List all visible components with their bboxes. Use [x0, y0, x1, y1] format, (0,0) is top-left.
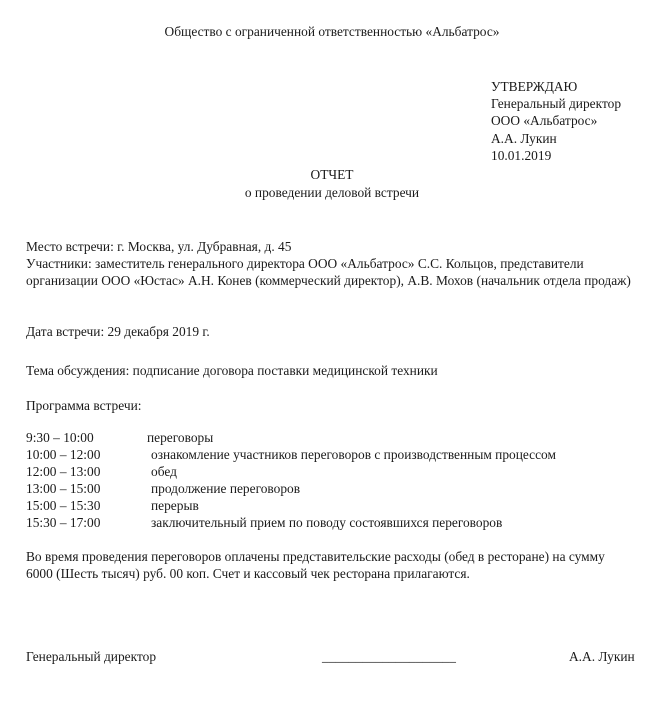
schedule-time: 12:00 – 13:00	[26, 464, 101, 479]
approval-name: А.А. Лукин	[491, 130, 557, 146]
schedule-activity: обед	[151, 464, 177, 479]
approval-heading: УТВЕРЖДАЮ	[491, 79, 578, 94]
approval-date: 10.01.2019	[491, 147, 552, 163]
schedule-activity: продолжение переговоров	[151, 481, 301, 496]
signature-name: А.А. Лукин	[569, 649, 635, 664]
schedule-time: 10:00 – 12:00	[26, 447, 101, 462]
schedule-activity: заключительный прием по поводу состоявшихся переговоров	[151, 515, 503, 530]
schedule-list	[26, 429, 646, 531]
approval-company: ООО «Альбатрос»	[491, 113, 598, 129]
schedule-row	[26, 514, 646, 531]
schedule-row	[26, 463, 646, 480]
expenses-note: Во время проведения переговоров оплачены представительские расходы (обед в ресторане) на сумму 6000 (Шесть тысяч) руб. 00 коп. Счет и кассовый чек ресторана прилагаются.	[26, 549, 605, 581]
schedule-activity: переговоры	[147, 430, 214, 445]
schedule-time: 15:00 – 15:30	[26, 498, 101, 513]
participants: Участники: заместитель генерального директора ООО «Альбатрос» С.С. Кольцов, представители организации ООО «Юстас» А.Н. Конев (коммерческий директор), А.В. Мохов (начальник отдела продаж)	[26, 256, 631, 288]
document-title: ОТЧЕТ	[310, 167, 354, 182]
program-label: Программа встречи:	[26, 398, 142, 413]
schedule-time: 9:30 – 10:00	[26, 430, 94, 445]
approval-block	[491, 78, 621, 164]
schedule-activity: ознакомление участников переговоров с производственным процессом	[151, 447, 556, 462]
organization-name: Общество с ограниченной ответственностью «Альбатрос»	[164, 24, 500, 39]
schedule-time: 15:30 – 17:00	[26, 515, 101, 530]
schedule-row	[26, 446, 646, 463]
signature-block	[26, 648, 638, 668]
signature-position: Генеральный директор	[26, 649, 157, 664]
approval-position: Генеральный директор	[491, 96, 622, 112]
meeting-place: Место встречи: г. Москва, ул. Дубравная, д. 45	[26, 239, 292, 254]
schedule-row	[26, 480, 646, 497]
discussion-topic: Тема обсуждения: подписание договора поставки медицинской техники	[26, 363, 438, 378]
document-subtitle: о проведении деловой встречи	[244, 185, 420, 200]
schedule-row	[26, 497, 646, 514]
signature-line: ____________________	[322, 649, 456, 664]
meeting-date: Дата встречи: 29 декабря 2019 г.	[26, 324, 210, 339]
schedule-activity: перерыв	[151, 498, 199, 513]
schedule-row	[26, 429, 646, 446]
schedule-time: 13:00 – 15:00	[26, 481, 101, 496]
